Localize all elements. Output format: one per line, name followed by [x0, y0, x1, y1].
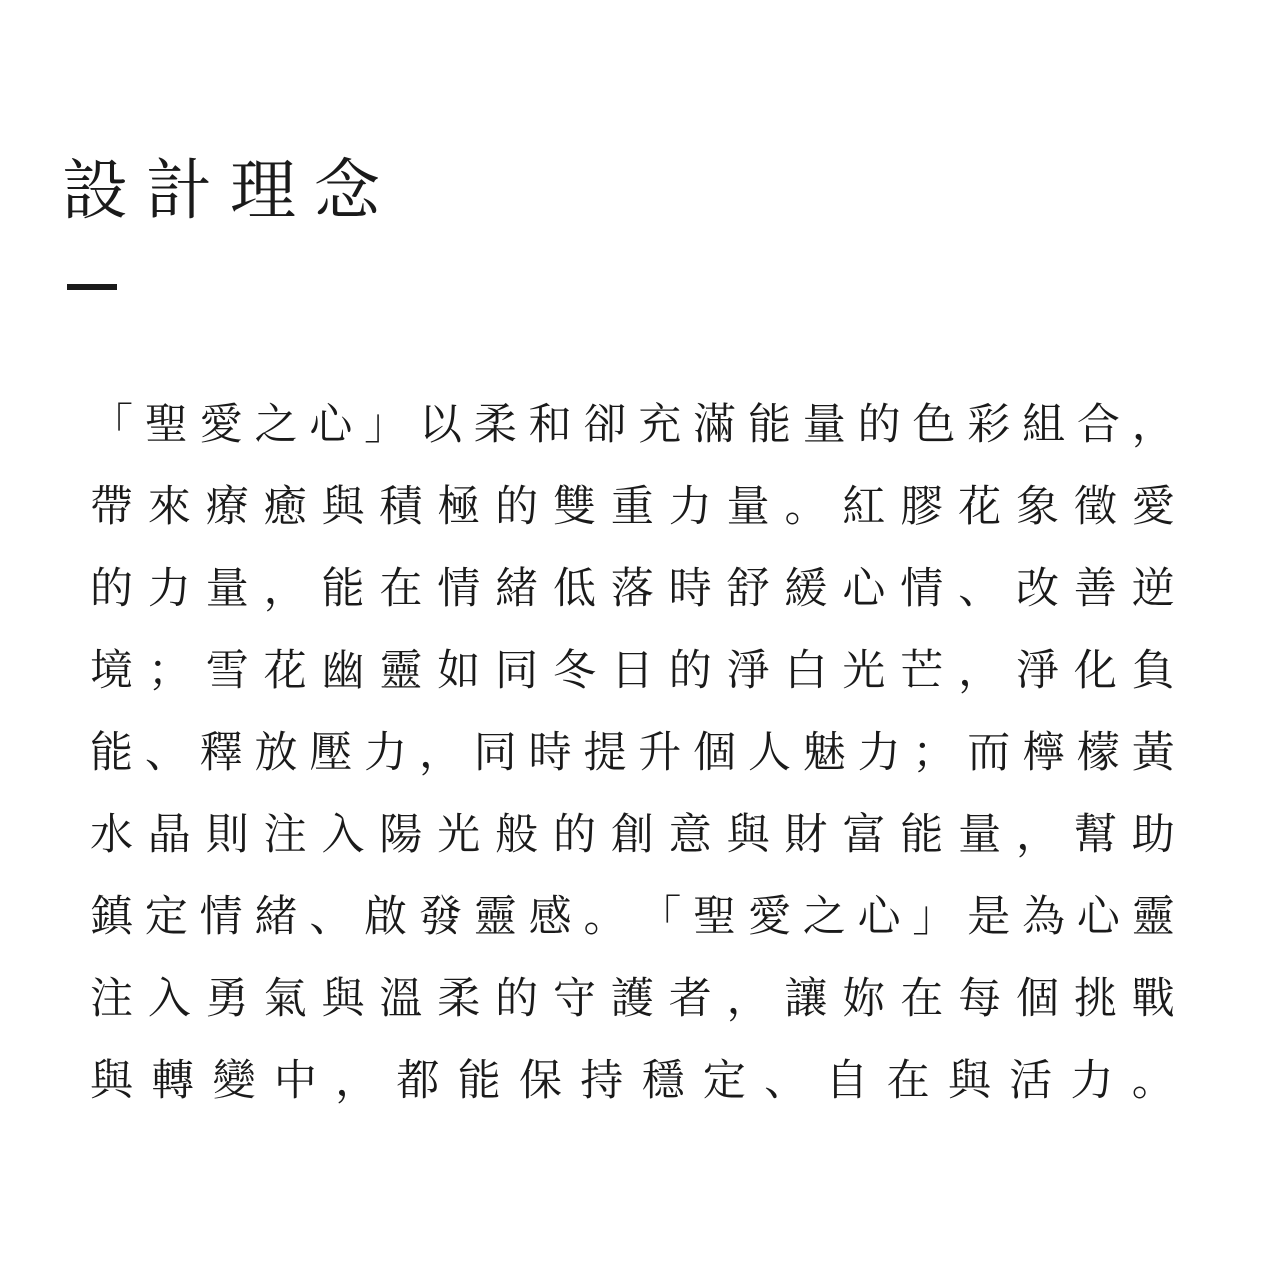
paragraph-line: 境 ； 雪 花 幽 靈 如 同 冬 日 的 淨 白 光 芒 ， 淨 化 負: [90, 646, 1175, 696]
paragraph-line: 「 聖 愛 之 心 」 以 柔 和 卻 充 滿 能 量 的 色 彩 組 合 ，: [90, 400, 1175, 450]
concept-paragraph: [90, 390, 1200, 1128]
paragraph-line: 的 力 量 ， 能 在 情 緒 低 落 時 舒 緩 心 情 、 改 善 逆: [90, 564, 1175, 614]
paragraph-line: 帶 來 療 癒 與 積 極 的 雙 重 力 量 。 紅 膠 花 象 徵 愛: [90, 482, 1175, 532]
paragraph-line: 能 、 釋 放 壓 力 ， 同 時 提 升 個 人 魅 力 ； 而 檸 檬 黃: [90, 728, 1175, 778]
paragraph-line: 與 轉 變 中 ， 都 能 保 持 穩 定 、 自 在 與 活 力 。: [90, 1056, 1175, 1106]
page-title: 設計理念: [62, 152, 398, 229]
paragraph-line: 水 晶 則 注 入 陽 光 般 的 創 意 與 財 富 能 量 ， 幫 助: [90, 810, 1175, 860]
paragraph-line: 注 入 勇 氣 與 溫 柔 的 守 護 者 ， 讓 妳 在 每 個 挑 戰: [90, 974, 1175, 1024]
paragraph-line: 鎮 定 情 緒 、 啟 發 靈 感 。 「 聖 愛 之 心 」 是 為 心 靈: [90, 892, 1175, 942]
title-underline: [67, 284, 117, 290]
